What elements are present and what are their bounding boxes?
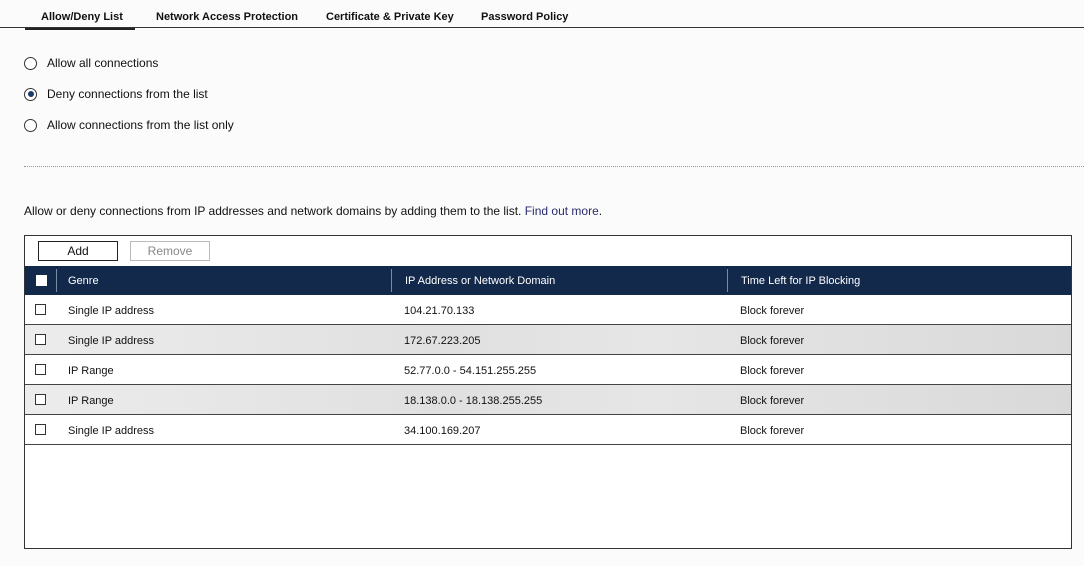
- row-checkbox[interactable]: [35, 394, 46, 405]
- column-header-address[interactable]: IP Address or Network Domain: [405, 275, 556, 287]
- cell-address: 52.77.0.0 - 54.151.255.255: [404, 365, 537, 377]
- list-panel: [24, 235, 1072, 549]
- cell-genre: IP Range: [68, 365, 114, 377]
- description-text: Allow or deny connections from IP addresses and network domains by adding them to the list.: [24, 204, 525, 218]
- cell-time-left: Block forever: [740, 365, 805, 377]
- option-allow-all[interactable]: [24, 55, 158, 71]
- radio-button[interactable]: [24, 57, 37, 70]
- radio-button[interactable]: [24, 119, 37, 132]
- cell-genre: Single IP address: [68, 335, 155, 347]
- radio-selected-dot: [28, 91, 34, 97]
- tab-bar: [0, 0, 1084, 28]
- option-allow-list-only[interactable]: [24, 117, 234, 133]
- cell-genre: IP Range: [68, 395, 114, 407]
- cell-address: 104.21.70.133: [404, 305, 475, 317]
- column-divider: [727, 269, 728, 292]
- add-button[interactable]: Add: [38, 241, 118, 261]
- cell-address: 18.138.0.0 - 18.138.255.255: [404, 395, 543, 407]
- tab-network-access-protection[interactable]: Network Access Protection: [156, 11, 299, 23]
- column-divider: [56, 269, 57, 292]
- cell-time-left: Block forever: [740, 395, 805, 407]
- tab-allow-deny-list[interactable]: Allow/Deny List: [41, 11, 123, 23]
- table-header: [25, 266, 1071, 295]
- radio-button[interactable]: [24, 88, 37, 101]
- section-divider: [24, 166, 1084, 167]
- select-all-checkbox[interactable]: [36, 275, 47, 286]
- column-header-genre[interactable]: Genre: [68, 275, 99, 287]
- cell-address: 172.67.223.205: [404, 335, 481, 347]
- remove-button: Remove: [130, 241, 210, 261]
- cell-time-left: Block forever: [740, 305, 805, 317]
- cell-genre: Single IP address: [68, 425, 155, 437]
- column-divider: [391, 269, 392, 292]
- table-row[interactable]: [25, 415, 1071, 445]
- row-checkbox[interactable]: [35, 424, 46, 435]
- option-label: Allow all connections: [47, 56, 159, 70]
- column-header-time-left[interactable]: Time Left for IP Blocking: [741, 275, 861, 287]
- table-row[interactable]: [25, 295, 1071, 325]
- row-checkbox[interactable]: [35, 364, 46, 375]
- row-checkbox[interactable]: [35, 304, 46, 315]
- find-out-more-link[interactable]: Find out more: [524, 204, 599, 218]
- option-deny-list[interactable]: [24, 86, 208, 102]
- table-row[interactable]: [25, 355, 1071, 385]
- table-row[interactable]: [25, 385, 1071, 415]
- option-label: Deny connections from the list: [47, 87, 208, 101]
- cell-genre: Single IP address: [68, 305, 155, 317]
- row-checkbox[interactable]: [35, 334, 46, 345]
- option-label: Allow connections from the list only: [47, 118, 234, 132]
- cell-address: 34.100.169.207: [404, 425, 481, 437]
- table-row[interactable]: [25, 325, 1071, 355]
- cell-time-left: Block forever: [740, 425, 805, 437]
- description: [24, 204, 602, 218]
- tab-certificate-private-key[interactable]: Certificate & Private Key: [326, 11, 454, 23]
- tab-password-policy[interactable]: Password Policy: [481, 11, 569, 23]
- cell-time-left: Block forever: [740, 335, 805, 347]
- description-suffix: .: [598, 204, 603, 218]
